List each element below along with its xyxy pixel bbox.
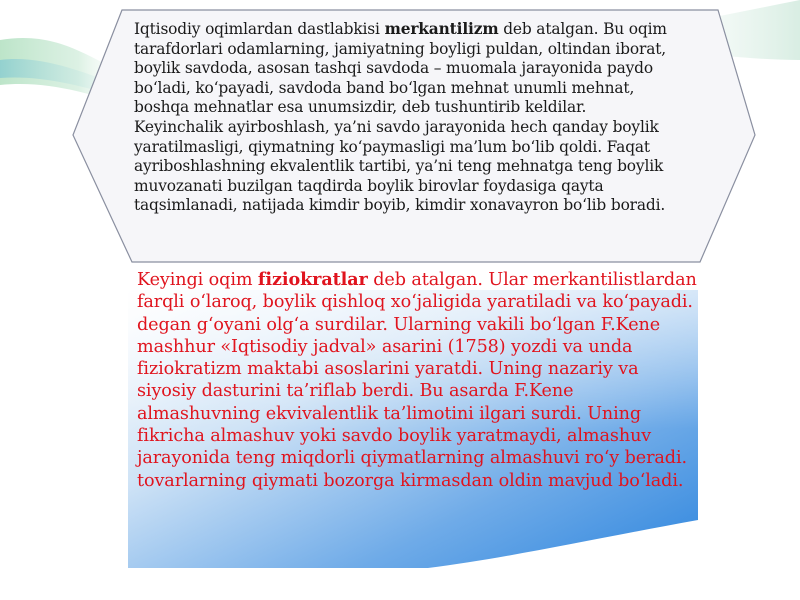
fiziokratlar-paragraph [137, 269, 697, 492]
merkantilizm-body: deb atalgan. Bu oqim tarafdorlari odamlarning, jamiyatning boyligi puldan, oltindan iborat, boylik savdoda, asosan tashqi savdoda – muomala jarayonida paydo bo‘ladi, ko‘payadi, savdoda band bo‘lgan mehnat unumli mehnat, boshqa mehnatlar esa unumsizdir, deb tushuntirib keldilar. Keyinchalik ayirboshlash, ya’ni savdo jarayonida hech qanday boylik yaratilmasligi, qiymatning ko‘paymasligi ma’lum bo‘lib qoldi. Faqat ayriboshlashning ekvalentlik tartibi, ya’ni teng mehnatga teng boylik muvozanati buzilgan taqdirda boylik birovlar foydasiga qayta taqsimlanadi, natijada kimdir boyib, kimdir xonavayron bo‘lib boradi. [134, 20, 667, 215]
merkantilizm-term: merkantilizm [384, 20, 499, 38]
merkantilizm-paragraph [134, 20, 674, 216]
merkantilizm-intro: Iqtisodiy oqimlardan dastlabkisi [134, 20, 385, 38]
fiziokratlar-intro: Keyingi oqim [137, 270, 258, 290]
fiziokratlar-term: fiziokratlar [257, 269, 368, 290]
fiziokratlar-body: deb atalgan. Ular merkantilistlardan farqli o‘laroq, boylik qishloq xo‘jaligida yaratiladi va ko‘payadi. degan g‘oyani olg‘a surdilar. Ularning vakili bo‘lgan F.Kene mashhur «Iqtisodiy jadval» asarini (1758) yozdi va unda fiziokratizm maktabi asoslarini yaratdi. Uning nazariy va siyosiy dasturini ta’riflab berdi. Bu asarda F.Kene almashuvning ekvivalentlik ta’limotini ilgari surdi. Uning fikricha almashuv yoki savdo boylik yaratmaydi, almashuv jarayonida teng miqdorli qiymatlarning almashuvi ro‘y beradi. tovarlarning qiymati bozorga kirmasdan oldin mavjud bo‘ladi. [137, 270, 697, 491]
